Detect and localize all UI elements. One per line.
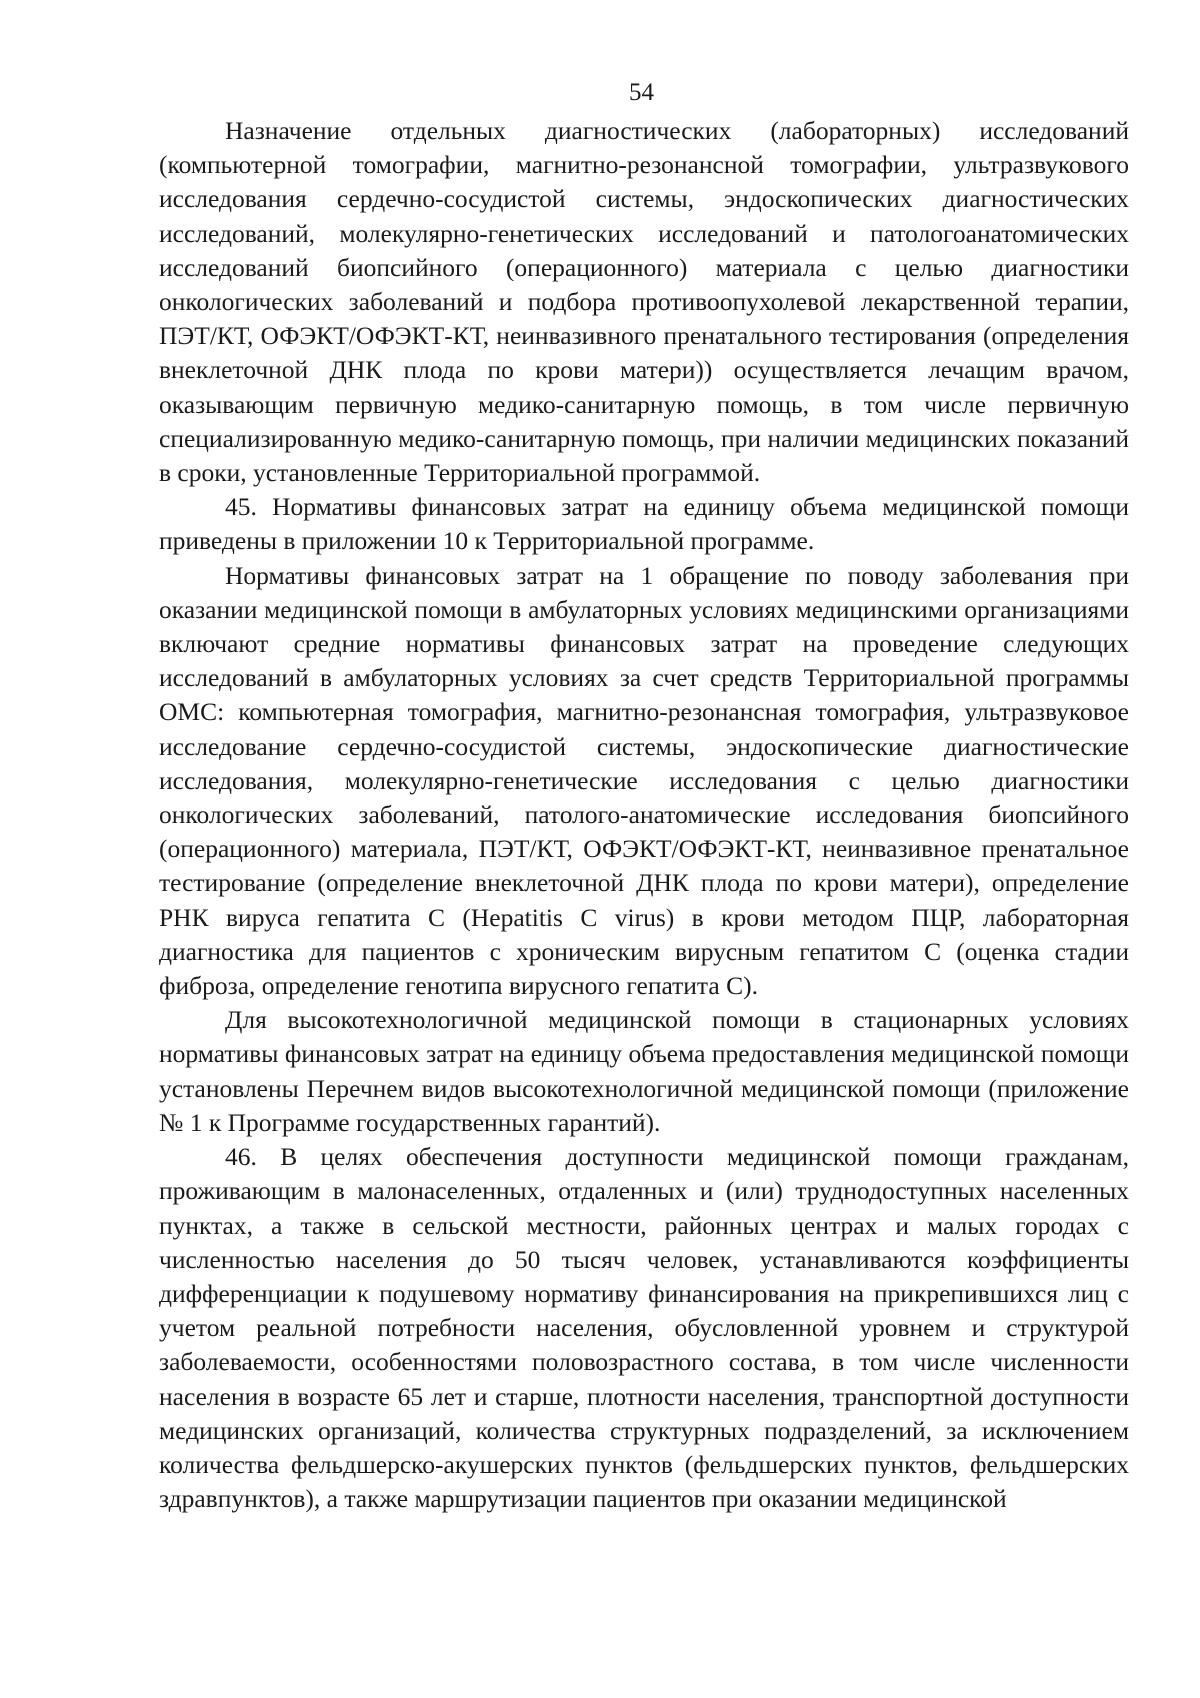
paragraph-high-tech-care: Для высокотехнологичной медицинской помощи в стационарных условиях нормативы финансовых затрат на единицу объема предоставления медицинской помощи установлены Перечнем видов высокотехнологичной медицинской помощи (приложение № 1 к Программе государственных гарантий). bbox=[159, 1005, 1129, 1137]
paragraph-outpatient-cost-norms: Нормативы финансовых затрат на 1 обращение по поводу заболевания при оказании медицинской помощи в амбулаторных условиях медицинскими организациями включают средние нормативы финансовых затрат на проведение следующих исследований в амбулаторных условиях за счет средств Территориальной программы ОМС: компьютерная томография, магнитно-резонансная томография, ультразвуковое исследование сердечно-сосудистой системы, эндоскопические диагностические исследования, молекулярно-генетические исследования с целью диагностики онкологических заболеваний, патолого-анатомические исследования биопсийного (операционного) материала, ПЭТ/КТ, ОФЭКТ/ОФЭКТ-КТ, неинвазивное пренатальное тестирование (определение внеклеточной ДНК плода по крови матери), определение РНК вируса гепатита С (Hepatitis С virus) в крови методом ПЦР, лабораторная диагностика для пациентов с хроническим вирусным гепатитом С (оценка стадии фиброза, определение генотипа вирусного гепатита С). bbox=[159, 560, 1129, 1001]
paragraph-45: 45. Нормативы финансовых затрат на единицу объема медицинской помощи приведены в приложении 10 к Территориальной программе. bbox=[159, 492, 1129, 556]
paragraph-46: 46. В целях обеспечения доступности медицинской помощи гражданам, проживающим в малонаселенных, отдаленных и (или) труднодоступных населенных пунктах, а также в сельской местности, районных центрах и малых городах с численностью населения до 50 тысяч человек, устанавливаются коэффициенты дифференциации к подушевому нормативу финансирования на прикрепившихся лиц с учетом реальной потребности населения, обусловленной уровнем и структурой заболеваемости, особенностями половозрастного состава, в том числе численности населения в возрасте 65 лет и старше, плотности населения, транспортной доступности медицинских организаций, количества структурных подразделений, за исключением количества фельдшерско-акушерских пунктов (фельдшерских пунктов, фельдшерских здравпунктов), а также маршрутизации пациентов при оказании медицинской bbox=[159, 1142, 1129, 1514]
page-number: 54 bbox=[629, 79, 654, 106]
document-body bbox=[159, 114, 1129, 1516]
paragraph-diagnostic-tests: Назначение отдельных диагностических (лабораторных) исследований (компьютерной томографии, магнитно-резонансной томографии, ультразвукового исследования сердечно-сосудистой системы, эндоскопических диагностических исследований, молекулярно-генетических исследований и патологоанатомических исследований биопсийного (операционного) материала с целью диагностики онкологических заболеваний и подбора противоопухолевой лекарственной терапии, ПЭТ/КТ, ОФЭКТ/ОФЭКТ-КТ, неинвазивного пренатального тестирования (определения внеклеточной ДНК плода по крови матери)) осуществляется лечащим врачом, оказывающим первичную медико-санитарную помощь, в том числе первичную специализированную медико-санитарную помощь, при наличии медицинских показаний в сроки, установленные Территориальной программой. bbox=[159, 116, 1129, 488]
